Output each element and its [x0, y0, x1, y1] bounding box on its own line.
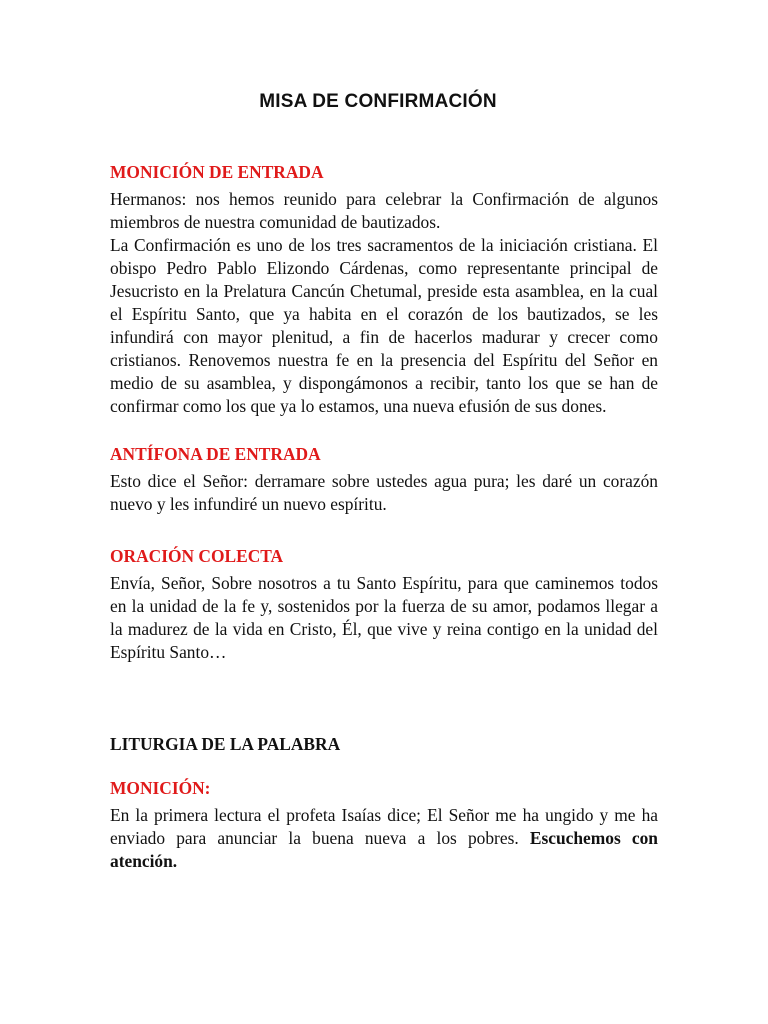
paragraph-monicion-entrada-1: Hermanos: nos hemos reunido para celebrar la Confirmación de algunos miembros de nuestra comunidad de bautizados. — [110, 189, 658, 232]
paragraph-monicion-text: En la primera lectura el profeta Isaías dice; El Señor me ha ungido y me ha enviado para anunciar la buena nueva a los pobres. — [110, 805, 658, 848]
heading-antifona-de-entrada: ANTÍFONA DE ENTRADA — [110, 444, 321, 464]
paragraph-antifona-entrada: Esto dice el Señor: derramare sobre ustedes agua pura; les daré un corazón nuevo y les infundiré un nuevo espíritu. — [110, 471, 658, 514]
paragraph-monicion — [110, 804, 658, 873]
paragraph-monicion-entrada-2: La Confirmación es uno de los tres sacramentos de la iniciación cristiana. El obispo Pedro Pablo Elizondo Cárdenas, como representante principal de Jesucristo en la Prelatura Cancún Chetumal, preside esta asamblea, en la cual el Espíritu Santo, que ya habita en el corazón de los bautizados, se les infundirá con mayor plenitud, a fin de hacerlos madurar y crecer como cristianos. Renovemos nuestra fe en la presencia del Espíritu del Señor en medio de su asamblea, y dispongámonos a recibir, tanto los que se han de confirmar como los que ya lo estamos, una nueva efusión de sus dones. — [110, 235, 658, 416]
heading-oracion-colecta: ORACIÓN COLECTA — [110, 546, 284, 566]
document-title: MISA DE CONFIRMACIÓN — [259, 91, 497, 112]
heading-liturgia-de-la-palabra: LITURGIA DE LA PALABRA — [110, 734, 341, 754]
heading-monicion-de-entrada: MONICIÓN DE ENTRADA — [110, 162, 324, 182]
paragraph-oracion-colecta: Envía, Señor, Sobre nosotros a tu Santo Espíritu, para que caminemos todos en la unidad de la fe y, sostenidos por la fuerza de su amor, podamos llegar a la madurez de la vida en Cristo, Él, que vive y reina contigo en la unidad del Espíritu Santo… — [110, 573, 658, 662]
heading-monicion: MONICIÓN: — [110, 778, 211, 798]
paragraph-monicion-emphasis: Escuchemos con atención. — [110, 828, 658, 871]
document-content — [110, 88, 658, 873]
